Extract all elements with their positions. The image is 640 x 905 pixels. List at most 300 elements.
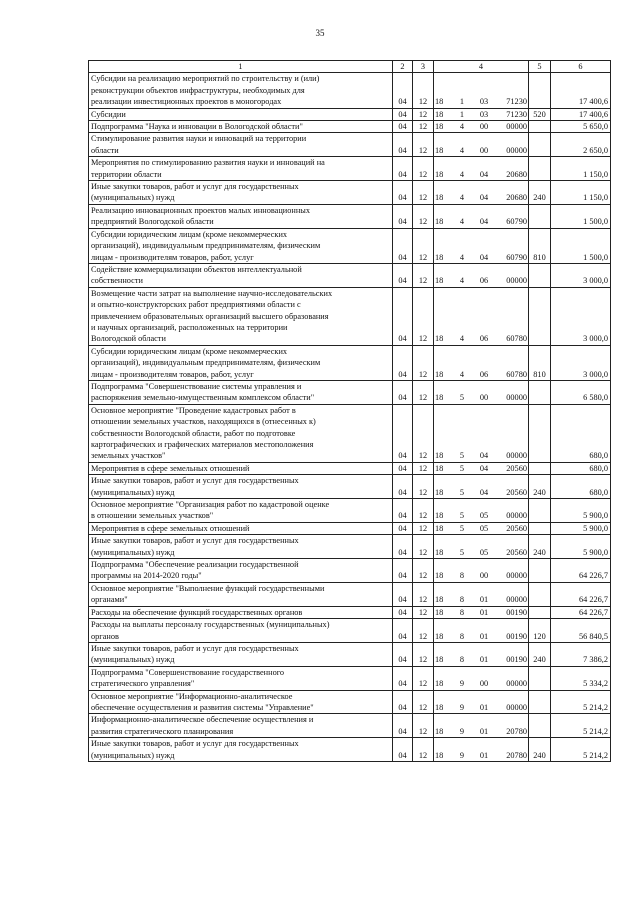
target-article-parts [435, 121, 527, 132]
row-section-code: 04 [393, 582, 413, 606]
row-description: Иные закупки товаров, работ и услуг для государственных (муниципальных) нужд [89, 475, 393, 499]
program-code: 18 [435, 169, 444, 179]
row-target-article-code [434, 121, 529, 133]
row-expense-type-code: 810 [529, 345, 551, 380]
subprogram-code: 1 [459, 109, 465, 119]
row-target-article-code [434, 642, 529, 666]
program-code: 18 [435, 109, 444, 119]
program-code: 18 [435, 631, 444, 641]
target-article-parts [435, 169, 527, 180]
row-section-code: 04 [393, 666, 413, 690]
row-subsection-code: 12 [413, 345, 434, 380]
event-code: 06 [479, 276, 489, 286]
program-code: 18 [435, 217, 444, 227]
row-target-article-code [434, 522, 529, 534]
table-row [89, 714, 611, 738]
row-amount: 1 150,0 [551, 157, 611, 181]
table-row [89, 606, 611, 618]
row-expense-type-code: 240 [529, 642, 551, 666]
program-code: 18 [435, 571, 444, 581]
table-row [89, 121, 611, 133]
row-subsection-code: 12 [413, 133, 434, 157]
table-row [89, 380, 611, 404]
row-subsection-code: 12 [413, 475, 434, 499]
row-expense-type-code: 520 [529, 108, 551, 120]
target-article-parts [435, 333, 527, 344]
event-code: 06 [479, 334, 489, 344]
row-section-code: 04 [393, 499, 413, 523]
row-amount: 6 580,0 [551, 380, 611, 404]
program-code: 18 [435, 393, 444, 403]
target-article-parts [435, 450, 527, 461]
direction-code: 00000 [506, 595, 527, 605]
event-code: 01 [479, 607, 489, 617]
subprogram-code: 5 [459, 463, 465, 473]
target-article-parts [435, 392, 527, 403]
table-row [89, 404, 611, 462]
event-code: 01 [479, 631, 489, 641]
row-subsection-code: 12 [413, 263, 434, 287]
target-article-parts [435, 96, 527, 107]
row-target-article-code [434, 204, 529, 228]
row-expense-type-code [529, 666, 551, 690]
row-target-article-code [434, 345, 529, 380]
table-body [89, 73, 611, 762]
row-description: Расходы на обеспечение функций государственных органов [89, 606, 393, 618]
table-row [89, 181, 611, 205]
target-article-parts [435, 523, 527, 534]
program-code: 18 [435, 487, 444, 497]
row-expense-type-code [529, 380, 551, 404]
direction-code: 00000 [506, 571, 527, 581]
row-description: Иные закупки товаров, работ и услуг для государственных (муниципальных) нужд [89, 535, 393, 559]
row-description: Мероприятия в сфере земельных отношений [89, 522, 393, 534]
event-code: 05 [479, 511, 489, 521]
row-description: Возмещение части затрат на выполнение научно-исследовательских и опытно-конструкторских работ предприятиями области с привлечением образовательных организаций высшего образования и научных организаций, расположенных на территории Вологодской области [89, 287, 393, 345]
row-amount: 5 900,0 [551, 499, 611, 523]
row-subsection-code: 12 [413, 714, 434, 738]
row-target-article-code [434, 666, 529, 690]
row-section-code: 04 [393, 204, 413, 228]
event-code: 01 [479, 655, 489, 665]
row-expense-type-code: 240 [529, 535, 551, 559]
event-code: 00 [479, 679, 489, 689]
row-amount: 680,0 [551, 462, 611, 474]
subprogram-code: 9 [459, 726, 465, 736]
table-row [89, 345, 611, 380]
program-code: 18 [435, 679, 444, 689]
row-subsection-code: 12 [413, 582, 434, 606]
subprogram-code: 1 [459, 97, 465, 107]
row-section-code: 04 [393, 475, 413, 499]
subprogram-code: 9 [459, 750, 465, 760]
program-code: 18 [435, 607, 444, 617]
header-col-5: 5 [529, 61, 551, 73]
subprogram-code: 4 [459, 193, 465, 203]
row-description: Мероприятия по стимулированию развития науки и инноваций на территории области [89, 157, 393, 181]
direction-code: 00000 [506, 276, 527, 286]
direction-code: 00000 [506, 511, 527, 521]
subprogram-code: 8 [459, 655, 465, 665]
row-expense-type-code [529, 157, 551, 181]
table-row [89, 73, 611, 108]
target-article-parts [435, 547, 527, 558]
direction-code: 71230 [506, 109, 527, 119]
row-subsection-code: 12 [413, 228, 434, 263]
program-code: 18 [435, 193, 444, 203]
row-amount: 56 840,5 [551, 619, 611, 643]
row-subsection-code: 12 [413, 690, 434, 714]
event-code: 01 [479, 595, 489, 605]
row-amount: 680,0 [551, 475, 611, 499]
event-code: 06 [479, 369, 489, 379]
row-description: Подпрограмма "Наука и инновации в Вологодской области" [89, 121, 393, 133]
event-code: 00 [479, 122, 489, 132]
row-amount: 5 214,2 [551, 714, 611, 738]
row-subsection-code: 12 [413, 380, 434, 404]
row-expense-type-code [529, 582, 551, 606]
subprogram-code: 8 [459, 607, 465, 617]
row-section-code: 04 [393, 535, 413, 559]
row-section-code: 04 [393, 462, 413, 474]
row-subsection-code: 12 [413, 181, 434, 205]
row-expense-type-code [529, 714, 551, 738]
target-article-parts [435, 145, 527, 156]
row-description: Основное мероприятие "Информационно-аналитическое обеспечение осуществления и развития системы "Управление" [89, 690, 393, 714]
row-target-article-code [434, 404, 529, 462]
subprogram-code: 8 [459, 631, 465, 641]
target-article-parts [435, 252, 527, 263]
event-code: 01 [479, 726, 489, 736]
row-amount: 3 000,0 [551, 287, 611, 345]
header-col-3: 3 [413, 61, 434, 73]
row-section-code: 04 [393, 380, 413, 404]
row-amount: 680,0 [551, 404, 611, 462]
row-subsection-code: 12 [413, 619, 434, 643]
program-code: 18 [435, 451, 444, 461]
row-section-code: 04 [393, 73, 413, 108]
direction-code: 20560 [506, 523, 527, 533]
subprogram-code: 8 [459, 571, 465, 581]
target-article-parts [435, 463, 527, 474]
row-section-code: 04 [393, 133, 413, 157]
row-expense-type-code [529, 559, 551, 583]
program-code: 18 [435, 595, 444, 605]
direction-code: 20560 [506, 463, 527, 473]
row-expense-type-code: 120 [529, 619, 551, 643]
row-amount: 2 650,0 [551, 133, 611, 157]
row-section-code: 04 [393, 121, 413, 133]
row-amount: 64 226,7 [551, 559, 611, 583]
row-description: Иные закупки товаров, работ и услуг для государственных (муниципальных) нужд [89, 738, 393, 762]
direction-code: 00190 [506, 607, 527, 617]
target-article-parts [435, 594, 527, 605]
direction-code: 00000 [506, 145, 527, 155]
row-target-article-code [434, 738, 529, 762]
row-target-article-code [434, 499, 529, 523]
row-description: Подпрограмма "Совершенствование системы управления и распоряжения земельно-имущественным комплексом области" [89, 380, 393, 404]
program-code: 18 [435, 655, 444, 665]
row-amount: 5 900,0 [551, 522, 611, 534]
target-article-parts [435, 369, 527, 380]
target-article-parts [435, 192, 527, 203]
row-section-code: 04 [393, 619, 413, 643]
program-code: 18 [435, 276, 444, 286]
subprogram-code: 5 [459, 393, 465, 403]
target-article-parts [435, 570, 527, 581]
row-target-article-code [434, 462, 529, 474]
table-row [89, 228, 611, 263]
target-article-parts [435, 607, 527, 618]
row-subsection-code: 12 [413, 559, 434, 583]
table-row [89, 690, 611, 714]
target-article-parts [435, 216, 527, 227]
row-amount: 7 386,2 [551, 642, 611, 666]
row-target-article-code [434, 287, 529, 345]
program-code: 18 [435, 547, 444, 557]
direction-code: 00190 [506, 655, 527, 665]
row-description: Субсидии на реализацию мероприятий по строительству и (или) реконструкции объектов инфраструктуры, необходимых для реализации инвестиционных проектов в моногородах [89, 73, 393, 108]
program-code: 18 [435, 702, 444, 712]
row-subsection-code: 12 [413, 499, 434, 523]
row-description: Субсидии [89, 108, 393, 120]
row-section-code: 04 [393, 690, 413, 714]
header-col-4: 4 [434, 61, 529, 73]
row-section-code: 04 [393, 714, 413, 738]
row-target-article-code [434, 263, 529, 287]
row-expense-type-code [529, 133, 551, 157]
direction-code: 00000 [506, 393, 527, 403]
subprogram-code: 4 [459, 334, 465, 344]
row-target-article-code [434, 181, 529, 205]
row-target-article-code [434, 619, 529, 643]
header-col-2: 2 [393, 61, 413, 73]
row-amount: 1 500,0 [551, 228, 611, 263]
subprogram-code: 5 [459, 487, 465, 497]
subprogram-code: 4 [459, 122, 465, 132]
direction-code: 60790 [506, 217, 527, 227]
program-code: 18 [435, 369, 444, 379]
row-section-code: 04 [393, 522, 413, 534]
row-subsection-code: 12 [413, 642, 434, 666]
direction-code: 60780 [506, 369, 527, 379]
row-subsection-code: 12 [413, 121, 434, 133]
direction-code: 20780 [506, 750, 527, 760]
subprogram-code: 4 [459, 217, 465, 227]
target-article-parts [435, 631, 527, 642]
row-subsection-code: 12 [413, 535, 434, 559]
subprogram-code: 5 [459, 451, 465, 461]
target-article-parts [435, 510, 527, 521]
row-expense-type-code [529, 73, 551, 108]
row-expense-type-code: 810 [529, 228, 551, 263]
header-col-1: 1 [89, 61, 393, 73]
event-code: 04 [479, 463, 489, 473]
row-amount: 5 334,2 [551, 666, 611, 690]
row-amount: 5 650,0 [551, 121, 611, 133]
program-code: 18 [435, 122, 444, 132]
event-code: 05 [479, 523, 489, 533]
direction-code: 20680 [506, 169, 527, 179]
table-row [89, 582, 611, 606]
header-row [89, 61, 611, 73]
event-code: 00 [479, 145, 489, 155]
row-amount: 64 226,7 [551, 582, 611, 606]
row-section-code: 04 [393, 404, 413, 462]
row-description: Основное мероприятие "Выполнение функций государственными органами" [89, 582, 393, 606]
table-row [89, 263, 611, 287]
direction-code: 71230 [506, 97, 527, 107]
row-description: Основное мероприятие "Организация работ по кадастровой оценке в отношении земельных участков" [89, 499, 393, 523]
target-article-parts [435, 275, 527, 286]
row-description: Стимулирование развития науки и инноваций на территории области [89, 133, 393, 157]
row-expense-type-code [529, 606, 551, 618]
target-article-parts [435, 726, 527, 737]
row-section-code: 04 [393, 345, 413, 380]
event-code: 04 [479, 252, 489, 262]
direction-code: 20560 [506, 547, 527, 557]
row-section-code: 04 [393, 738, 413, 762]
row-subsection-code: 12 [413, 73, 434, 108]
table-row [89, 499, 611, 523]
row-target-article-code [434, 108, 529, 120]
budget-table [88, 60, 611, 762]
row-amount: 3 000,0 [551, 345, 611, 380]
program-code: 18 [435, 523, 444, 533]
table-row [89, 535, 611, 559]
event-code: 01 [479, 702, 489, 712]
row-amount: 5 214,2 [551, 690, 611, 714]
row-expense-type-code [529, 690, 551, 714]
row-target-article-code [434, 133, 529, 157]
row-description: Мероприятия в сфере земельных отношений [89, 462, 393, 474]
subprogram-code: 4 [459, 169, 465, 179]
subprogram-code: 4 [459, 252, 465, 262]
row-description: Основное мероприятие "Проведение кадастровых работ в отношении земельных участков, находящихся в (отнесенных к) собственности Вологодской области, работ по подготовке картографических и графических материалов местоположения земельных участков" [89, 404, 393, 462]
row-section-code: 04 [393, 287, 413, 345]
direction-code: 20780 [506, 726, 527, 736]
program-code: 18 [435, 511, 444, 521]
row-amount: 1 500,0 [551, 204, 611, 228]
row-section-code: 04 [393, 108, 413, 120]
row-amount: 17 400,6 [551, 108, 611, 120]
event-code: 00 [479, 571, 489, 581]
row-description: Субсидии юридическим лицам (кроме некоммерческих организаций), индивидуальным предпринимателям, физическим лицам - производителям товаров, работ, услуг [89, 228, 393, 263]
program-code: 18 [435, 145, 444, 155]
program-code: 18 [435, 252, 444, 262]
subprogram-code: 4 [459, 145, 465, 155]
row-subsection-code: 12 [413, 157, 434, 181]
direction-code: 00000 [506, 679, 527, 689]
program-code: 18 [435, 97, 444, 107]
table-row [89, 287, 611, 345]
row-expense-type-code: 240 [529, 181, 551, 205]
row-amount: 1 150,0 [551, 181, 611, 205]
event-code: 04 [479, 193, 489, 203]
row-target-article-code [434, 157, 529, 181]
row-subsection-code: 12 [413, 204, 434, 228]
row-amount: 5 214,2 [551, 738, 611, 762]
event-code: 05 [479, 547, 489, 557]
table-row [89, 108, 611, 120]
row-expense-type-code [529, 462, 551, 474]
event-code: 03 [479, 97, 489, 107]
row-description: Иные закупки товаров, работ и услуг для государственных (муниципальных) нужд [89, 642, 393, 666]
row-amount: 5 900,0 [551, 535, 611, 559]
row-section-code: 04 [393, 228, 413, 263]
row-description: Иные закупки товаров, работ и услуг для государственных (муниципальных) нужд [89, 181, 393, 205]
row-target-article-code [434, 73, 529, 108]
direction-code: 00000 [506, 451, 527, 461]
row-section-code: 04 [393, 606, 413, 618]
subprogram-code: 8 [459, 595, 465, 605]
event-code: 04 [479, 217, 489, 227]
event-code: 00 [479, 393, 489, 403]
row-expense-type-code [529, 263, 551, 287]
direction-code: 60780 [506, 334, 527, 344]
row-expense-type-code [529, 404, 551, 462]
table-row [89, 522, 611, 534]
direction-code: 00000 [506, 122, 527, 132]
target-article-parts [435, 109, 527, 120]
direction-code: 00000 [506, 702, 527, 712]
target-article-parts [435, 750, 527, 761]
row-subsection-code: 12 [413, 404, 434, 462]
row-expense-type-code [529, 121, 551, 133]
table-row [89, 462, 611, 474]
row-section-code: 04 [393, 263, 413, 287]
program-code: 18 [435, 750, 444, 760]
row-expense-type-code [529, 499, 551, 523]
row-target-article-code [434, 582, 529, 606]
row-target-article-code [434, 380, 529, 404]
row-description: Субсидии юридическим лицам (кроме некоммерческих организаций), индивидуальным предпринимателям, физическим лицам - производителям товаров, работ, услуг [89, 345, 393, 380]
row-description: Расходы на выплаты персоналу государственных (муниципальных) органов [89, 619, 393, 643]
row-target-article-code [434, 559, 529, 583]
row-description: Информационно-аналитическое обеспечение осуществления и развития стратегического планирования [89, 714, 393, 738]
row-target-article-code [434, 475, 529, 499]
row-section-code: 04 [393, 642, 413, 666]
event-code: 03 [479, 109, 489, 119]
row-amount: 3 000,0 [551, 263, 611, 287]
row-subsection-code: 12 [413, 522, 434, 534]
program-code: 18 [435, 726, 444, 736]
direction-code: 20560 [506, 487, 527, 497]
target-article-parts [435, 678, 527, 689]
direction-code: 00190 [506, 631, 527, 641]
row-expense-type-code [529, 522, 551, 534]
table-row [89, 666, 611, 690]
row-amount: 64 226,7 [551, 606, 611, 618]
row-subsection-code: 12 [413, 606, 434, 618]
page-number: 35 [315, 28, 325, 38]
event-code: 04 [479, 487, 489, 497]
row-subsection-code: 12 [413, 666, 434, 690]
row-expense-type-code [529, 204, 551, 228]
row-subsection-code: 12 [413, 108, 434, 120]
row-description: Реализацию инновационных проектов малых инновационных предприятий Вологодской области [89, 204, 393, 228]
row-target-article-code [434, 690, 529, 714]
table-row [89, 642, 611, 666]
row-expense-type-code: 240 [529, 738, 551, 762]
row-target-article-code [434, 606, 529, 618]
row-section-code: 04 [393, 157, 413, 181]
table-row [89, 157, 611, 181]
subprogram-code: 5 [459, 523, 465, 533]
subprogram-code: 4 [459, 276, 465, 286]
direction-code: 60790 [506, 252, 527, 262]
event-code: 04 [479, 451, 489, 461]
